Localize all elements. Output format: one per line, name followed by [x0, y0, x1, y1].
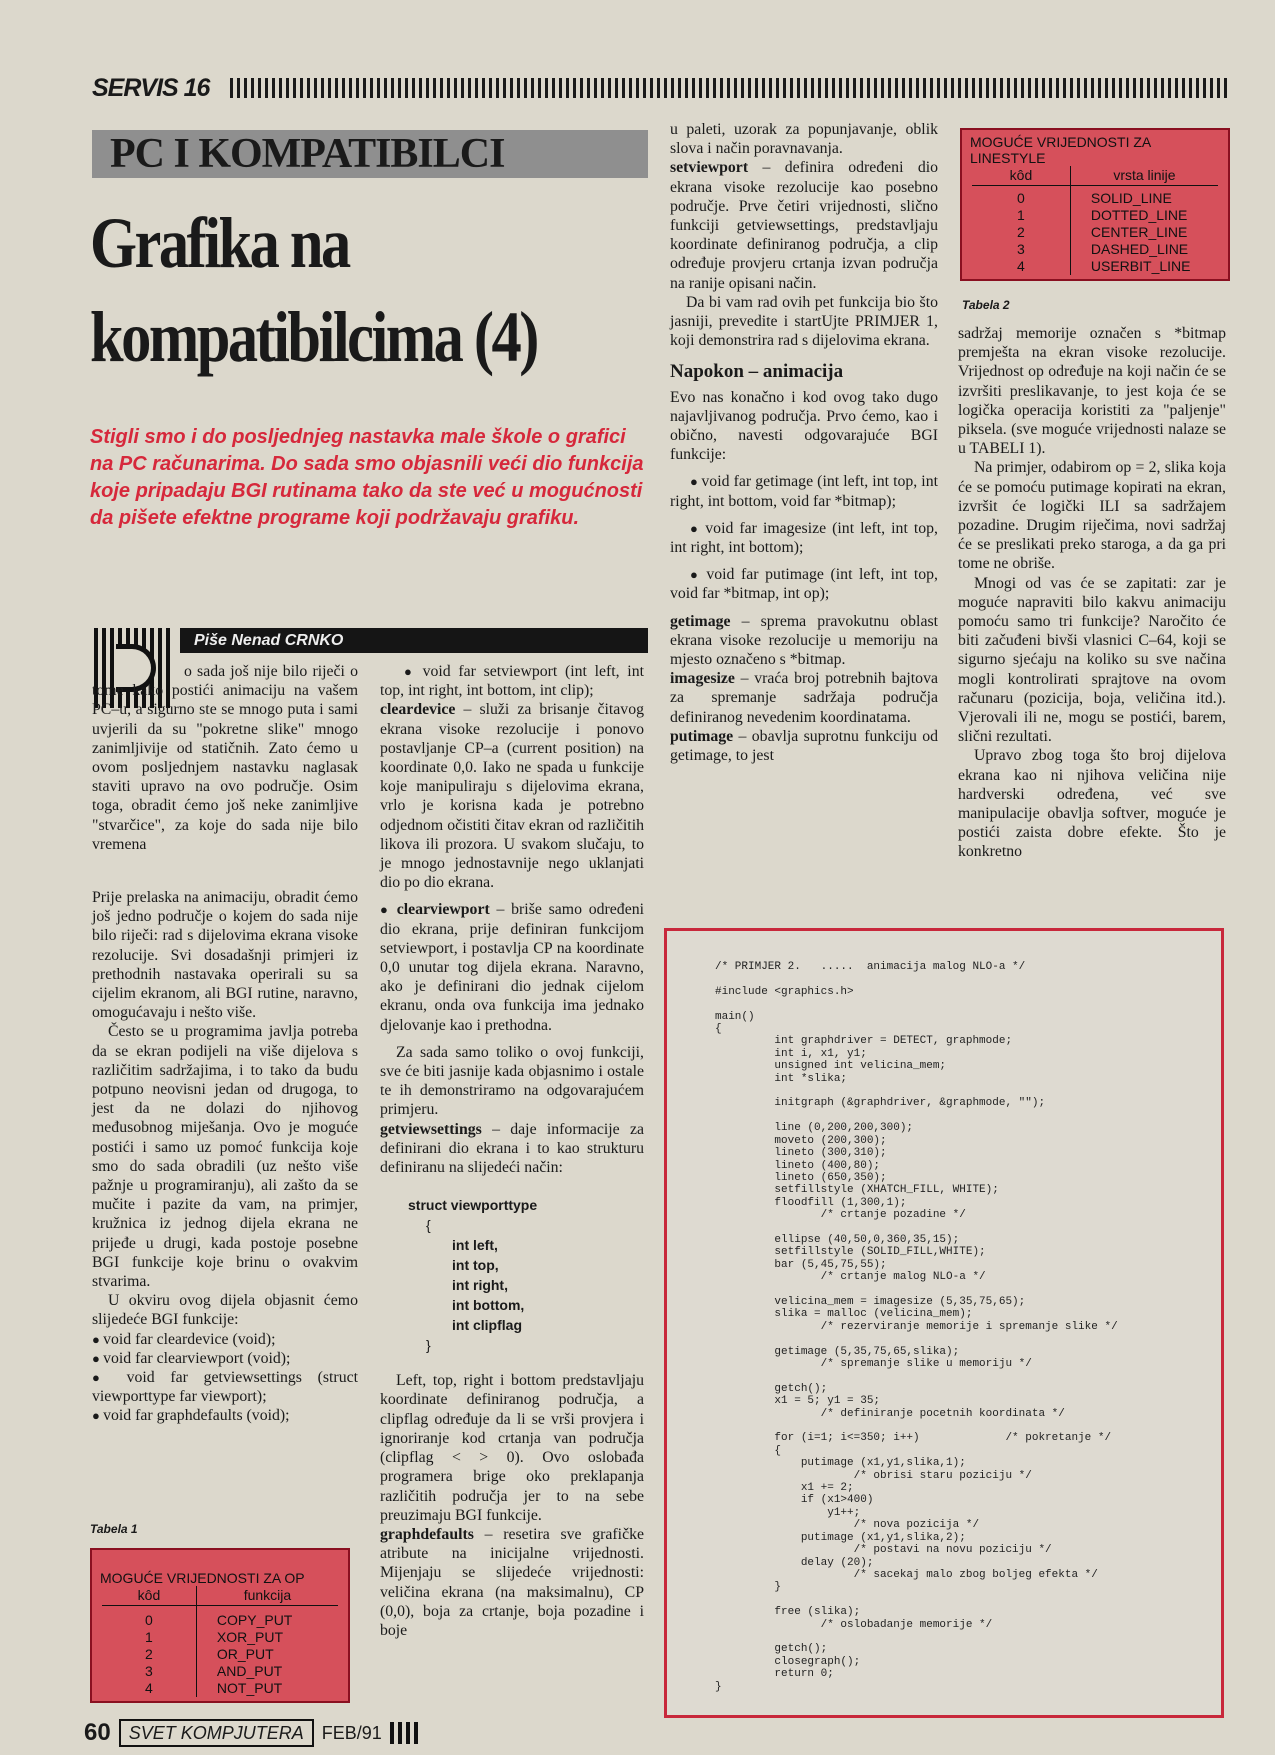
footer-bars: [390, 1722, 418, 1744]
col1-bullet: ● void far getviewsettings (struct viewporttype far viewport);: [92, 1368, 358, 1406]
table1-cell: NOT_PUT: [216, 1680, 283, 1696]
table-1: [90, 1548, 350, 1703]
col3-bullet: ● void far getimage (int left, int top, int right, int bottom, void far *bitmap);: [670, 472, 938, 510]
struct-line: int bottom,: [452, 1297, 525, 1314]
table1-cell: OR_PUT: [216, 1646, 274, 1662]
struct-line: {: [426, 1217, 431, 1234]
term-getimage: getimage: [670, 612, 731, 630]
col3-para: – sprema pravokutnu oblast ekrana visoke rezolucije u memoriju na mjesto označeno s *bitmap.: [670, 612, 938, 669]
table1-caption: Tabela 1: [90, 1522, 138, 1536]
issue-date: FEB/91: [321, 1722, 382, 1743]
table2-cell: USERBIT_LINE: [1090, 258, 1191, 274]
col4-para: Upravo zbog toga što broj dijelova ekrana kao ni njihova veličina nije hardverski određena, već sve manipulacije obavlja softver, moguće je postići zaista dobre efekte. Što je konkretno: [958, 747, 1226, 861]
col2-para: – služi za brisanje čitavog ekrana visoke rezolucije i ponovo postavljanje CP–a (current position) na koordinate 0,0. Iako ne spada u funkcije koje manipuliraju s dijelovima ekrana, vrlo je korisna kada je potrebno odjednom očistiti čitav ekran od različitih likova ili prozora. U svakom slučaju, to je mnogo jednostavnije nego uklanjati dio po dio ekrana.: [380, 701, 644, 892]
article-title: Grafika na kompatibilcima (4): [90, 203, 537, 377]
table2-cell: 2: [972, 224, 1070, 241]
struct-line: int top,: [452, 1257, 499, 1274]
table2-cell: 0: [972, 186, 1070, 208]
table-2: [960, 128, 1230, 281]
table2-cell: 4: [972, 258, 1070, 275]
term-graphdefaults: graphdefaults: [380, 1525, 474, 1543]
col2-bullet: ● void far setviewport (int left, int top, int right, int bottom, int clip);: [380, 662, 644, 700]
term-cleardevice: cleardevice: [380, 701, 456, 719]
column-3: [670, 120, 938, 765]
col3-para: – vraća broj potrebnih bajtova za spremanje sadržaja područja definiranog nevedenim koordinatama.: [670, 670, 938, 726]
table1-cell: 0: [102, 1606, 196, 1630]
section-heading: Napokon – animacija: [670, 361, 844, 383]
col1-bullet: ● void far graphdefaults (void);: [92, 1406, 358, 1425]
table1-title: MOGUĆE VRIJEDNOSTI ZA OP: [100, 1570, 305, 1586]
struct-line: int left,: [452, 1237, 498, 1254]
column-1: [92, 662, 358, 854]
table1-grid: [102, 1586, 338, 1697]
table2-cell: CENTER_LINE: [1090, 224, 1188, 240]
table1-cell: AND_PUT: [216, 1663, 283, 1679]
table2-cell: DASHED_LINE: [1090, 241, 1189, 257]
term-clearviewport: clearviewport: [396, 901, 490, 919]
column-2: [380, 662, 644, 1640]
struct-line: }: [426, 1337, 431, 1354]
table1-header: kôd: [102, 1586, 196, 1606]
table2-header: vrsta linije: [1070, 166, 1218, 186]
byline: Piše Nenad CRNKO: [180, 628, 648, 653]
term-getviewsettings: getviewsettings: [380, 1120, 482, 1138]
col1-para: Prije prelaska na animaciju, obradit ćemo još jedno područje o kojem do sada nije bilo riječi: rad s dijelovima ekrana visoke rezolucije. Svi dosadašnji primjeri iz prethodnih nastavaka operirali su sa cijelim ekranom, ali BGI rutine, naravno, omogućavaju i nešto više.: [92, 889, 358, 1022]
table1-cell: 3: [102, 1663, 196, 1680]
col3-bullet: ● void far imagesize (int left, int top, int right, int bottom);: [670, 519, 938, 557]
page-number: 60: [84, 1719, 111, 1746]
column-4: [958, 324, 1226, 862]
table2-cell: DOTTED_LINE: [1090, 207, 1188, 223]
term-imagesize: imagesize: [670, 670, 735, 688]
col1-para: U okviru ovog dijela objasnit ćemo slijedeće BGI funkcije:: [92, 1292, 358, 1329]
col2-para: – daje informacije za definirani dio ekrana i to kao strukturu definiranu na slijedeći način:: [380, 1120, 644, 1177]
col3-para: – definira određeni dio ekrana visoke rezolucije kao posebno područje. Prve četiri vrijednosti, slično funkciji getviewsettings, predstavljaju koordinate definiranog područja, a clip određuje provjeru crtanja izvan područja na ranije opisani način.: [670, 159, 938, 292]
column-1-rest: [92, 888, 358, 1426]
table2-header: kôd: [972, 166, 1070, 186]
col2-para: – resetira sve grafičke atribute na inicijalne vrijednosti. Mijenjaju se slijedeće vrijednosti: veličina ekrana (na maksimalnu), CP (0,0), boja za crtanje, boja pozadine i boje: [380, 1525, 644, 1639]
col3-para: u paleti, uzorak za popunjavanje, oblik slova i način poravnavanja.: [670, 121, 938, 158]
table2-cell: 1: [972, 207, 1070, 224]
col1-bullet: ● void far clearviewport (void);: [92, 1349, 358, 1368]
col3-para: Evo nas konačno i kod ovog tako dugo najavljivanog područja. Prvo ćemo, kao i obično, navesti odgovarajuće BGI funkcije:: [670, 388, 938, 464]
table2-grid: [972, 166, 1218, 275]
col1-intro: o sada još nije bilo riječi o tome kako postići animaciju na vašem PC–u, a sigurno ste se mnogo puta i sami uvjerili da su "pokretne slike" mnogo zanimljivije od statičnih. Zato ćemo u ovom posljednjem nastavku naglasak staviti upravo na ovo područje. Osim toga, obradit ćemo još neke zanimljive "stvarčice", za koje do sada nije bilo vremena: [92, 663, 358, 853]
magazine-name: SVET KOMPJUTERA: [119, 1719, 314, 1747]
struct-code: [408, 1195, 644, 1355]
col4-para: Mnogi od vas će se zapitati: zar je moguće napraviti bilo kakvu animaciju pomoću samo tri funkcije? Naročito će biti začuđeni bivši vlasnici C–64, koji se sigurno sjećaju na koliko su sve načina mogli kontrolirati sprajtove na ovom računaru (pozicija, boja, veličina itd.). Vjerovali ili ne, mogu se postići, barem, slični rezultati.: [958, 574, 1226, 746]
col1-para: Često se u programima javlja potreba da se ekran podijeli na više dijelova s različitim sadržajima, i to tako da budu potpuno neovisni jedan od drugoga, to jest da ne dolazi do njihovog međusobnog miješanja. Ovo je moguće postići i samo uz pomoć funkcija koje smo do sada obradili (uz nešto više pažnje u programiranju), ali zašto da se mučite i pazite da vam, na primjer, kružnica iz jednog dijela ekrana ne prijeđe u drugi, kada postoje posebne BGI funkcije koje brinu o ovakvim stvarima.: [92, 1023, 358, 1291]
article-lead: Stigli smo i do posljednjeg nastavka male škole o grafici na PC računarima. Do sada smo objasnili veći dio funkcija koje pripadaju BGI rutinama tako da ste već u mogućnosti da pišete efektne programe koji podržavaju grafiku.: [90, 426, 644, 529]
header-rule: [230, 78, 1230, 98]
col3-para: Da bi vam rad ovih pet funkcija bio što jasniji, prevedite i startUjte PRIMJER 1, koji demonstrira rad s dijelovima ekrana.: [670, 293, 938, 350]
table1-cell: XOR_PUT: [216, 1629, 284, 1645]
col4-para: sadržaj memorije označen s *bitmap premješta na ekran visoke rezolucije. Vrijednost op određuje na koji način će se izvršiti preslikavanje, to jest koja će se logička operacija koristiti za "paljenje" piksela. (sve moguće vrijednosti nalaze se u TABELI 1).: [958, 325, 1226, 458]
col1-bullet: ● void far cleardevice (void);: [92, 1330, 358, 1349]
col2-para: – briše samo određeni dio ekrana, prije definiran funkcijom setviewport, i postavlja CP na koordinate 0,0 unutar tog dijela ekrana. Naravno, ako je definirani dio jednak cijelom ekranu, onda ova funkcija ima jednako djelovanje kao i prethodna.: [380, 901, 644, 1034]
table1-cell: 1: [102, 1629, 196, 1646]
section-banner: PC I KOMPATIBILCI: [92, 130, 648, 178]
col3-para: – obavlja suprotnu funkciju od getimage, to jest: [670, 727, 938, 765]
table1-header: funkcija: [196, 1586, 338, 1606]
term-putimage: putimage: [670, 727, 734, 745]
table1-cell: 2: [102, 1646, 196, 1663]
col2-para: Left, top, right i bottom predstavljaju koordinate definiranog područja, a clipflag određuje da li se vrši provjera i ignoriranje kod crtanja van područja (clipflag < > 0). Ovo oslobađa programera brige oko preklapanja različitih područja jer to na sebe preuzimaju BGI funkcije.: [380, 1372, 644, 1524]
term-setviewport: setviewport: [670, 159, 749, 177]
struct-line: int right,: [452, 1277, 508, 1294]
col3-bullet: ● void far putimage (int left, int top, void far *bitmap, int op);: [670, 565, 938, 603]
col2-para: Za sada samo toliko o ovoj funkciji, sve će biti jasnije kada objasnimo i ostale te ih demonstriramo na odgovarajućem primjeru.: [380, 1043, 644, 1119]
code-listing: /* PRIMJER 2. ..... animacija malog NLO-a */ #include <graphics.h> main() { int graphdriver = DETECT, graphmode; int i, x1, y1; unsigned int velicina_mem; int *slika; initgraph (&graphdriver, &graphmode, ""); line (0,200,200,300); moveto (200,300); lineto (300,310); lineto (400,80); lineto (650,350); setfillstyle (XHATCH_FILL, WHITE); floodfill (1,300,1); /* crtanje pozadine */ ellipse (40,50,0,360,35,15); setfillstyle (SOLID_FILL,WHITE); bar (5,45,75,55); /* crtanje malog NLO-a */ velicina_mem = imagesize (5,35,75,65); slika = malloc (velicina_mem); /* rezerviranje memorije i spremanje slike */ getimage (5,35,75,65,slika); /* spremanje slike u memoriju */ getch(); x1 = 5; y1 = 35; /* definiranje pocetnih koordinata */ for (i=1; i<=350; i++) /* pokretanje */ { putimage (x1,y1,slika,1); /* obrisi staru poziciju */ x1 += 2; if (x1>400) y1++; /* nova pozicija */ putimage (x1,y1,slika,2); /* postavi na novu poziciju */ delay (20); /* sacekaj malo zbog boljeg efekta */ } free (slika); /* oslobadanje memorije */ getch(); closegraph(); return 0; }: [664, 928, 1224, 1718]
table2-cell: 3: [972, 241, 1070, 258]
table1-cell: 4: [102, 1680, 196, 1697]
struct-line: int clipflag: [452, 1317, 522, 1334]
struct-line: struct viewporttype: [408, 1197, 538, 1214]
table2-caption: Tabela 2: [962, 298, 1010, 312]
table2-cell: SOLID_LINE: [1090, 190, 1172, 206]
table1-cell: COPY_PUT: [216, 1612, 293, 1628]
col4-para: Na primjer, odabirom op = 2, slika koja će se pomoću putimage kopirati na ekran, izvršit će logički ILI sa sadržajem pozadine. Drugim riječima, novi sadržaj će se preslikati preko staroga, a da ga pri tome ne obriše.: [958, 459, 1226, 573]
section-header: SERVIS 16: [92, 74, 210, 102]
page-footer: [84, 1716, 418, 1750]
table2-title: MOGUĆE VRIJEDNOSTI ZA LINESTYLE: [970, 134, 1151, 166]
